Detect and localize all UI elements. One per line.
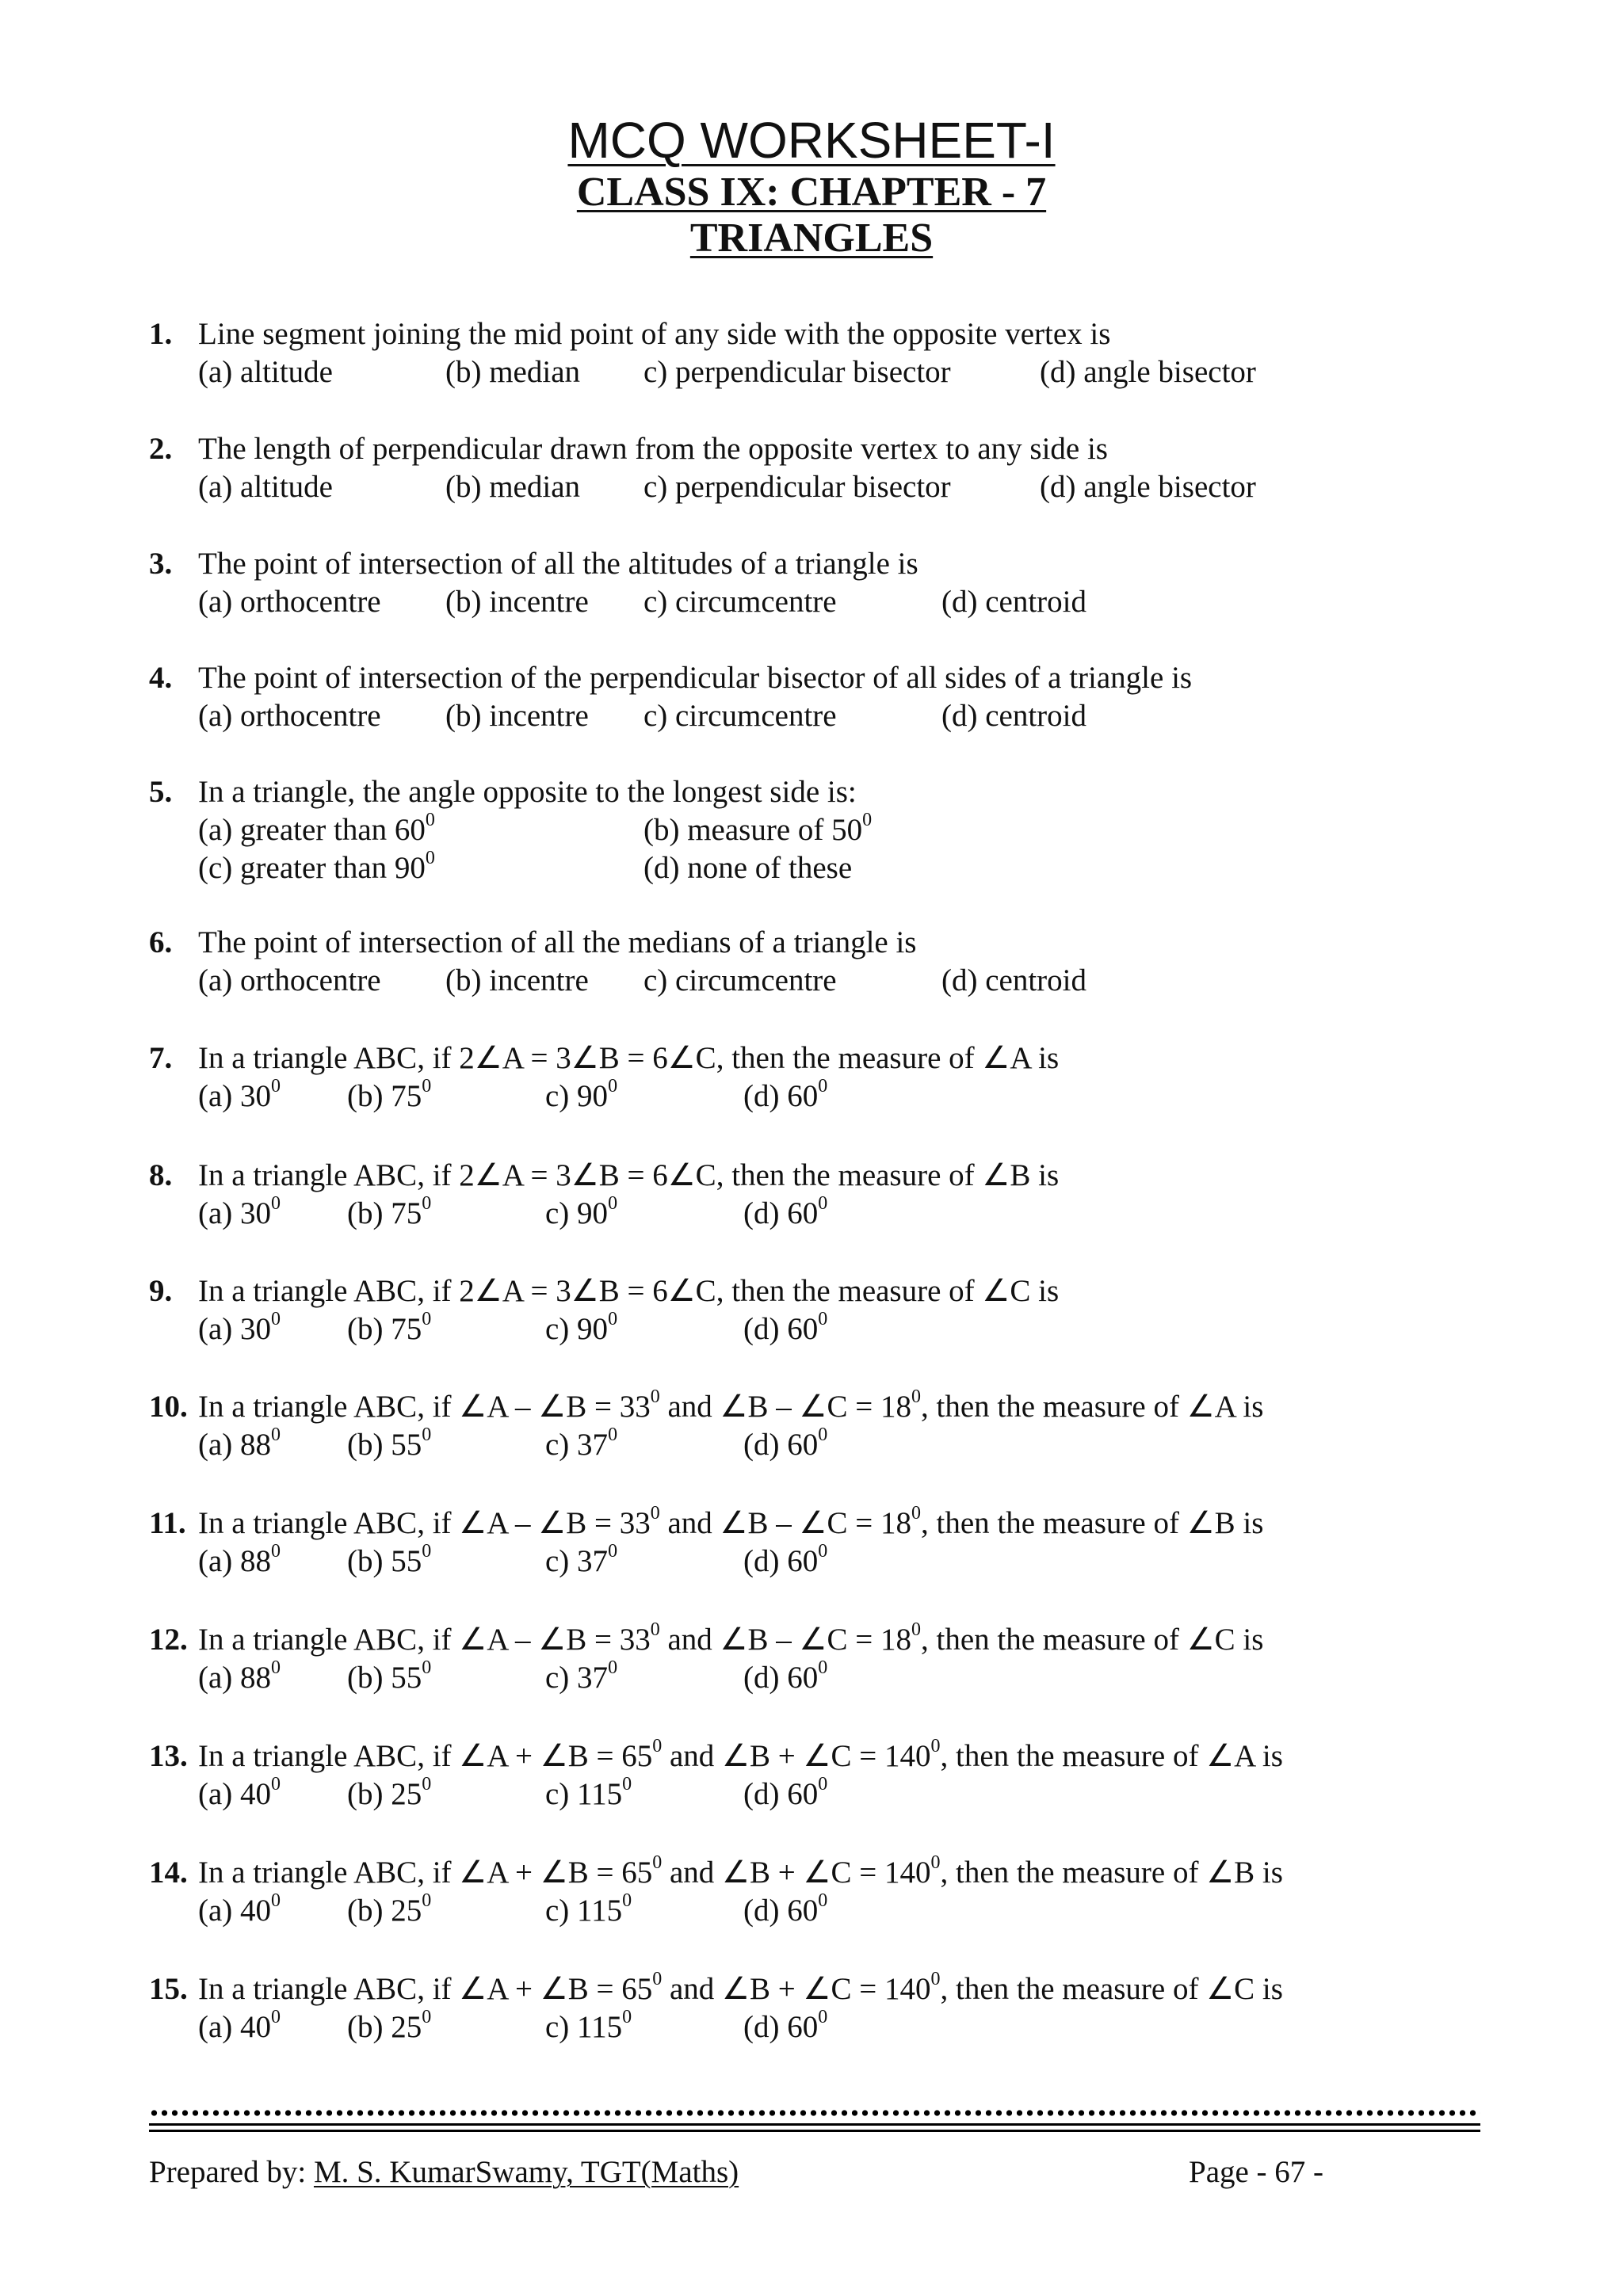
question-text: In a triangle ABC, if 2∠A = 3∠B = 6∠C, then the measure of ∠A is: [198, 1041, 1060, 1075]
question-text-part: , then the measure of ∠C is: [940, 1972, 1283, 2006]
answer-option: [347, 1543, 431, 1581]
answer-option-text: (a) 88: [198, 1428, 272, 1462]
degree-superscript: 0: [271, 2007, 281, 2027]
answer-option-text: (d) angle bisector: [1040, 470, 1256, 504]
degree-superscript: 0: [622, 2007, 632, 2027]
answer-option: [643, 962, 837, 1000]
answer-option: [198, 583, 381, 621]
answer-option: [743, 1195, 827, 1233]
answer-option: [941, 583, 1086, 621]
question-text: The point of intersection of all the altitudes of a triangle is: [198, 547, 918, 581]
answer-option-text: c) 37: [545, 1661, 609, 1695]
options-row: [198, 811, 1512, 849]
answer-option: [198, 353, 333, 391]
options-row: [198, 1659, 1512, 1697]
degree-superscript: 0: [608, 1541, 618, 1562]
question-text: [198, 1505, 1263, 1543]
question-number: 7.: [149, 1041, 173, 1075]
question-text-part: and ∠B – ∠C = 18: [659, 1390, 911, 1424]
degree-superscript: 0: [608, 1309, 618, 1329]
question-item: [149, 430, 1512, 506]
answer-option-text: c) perpendicular bisector: [643, 470, 951, 504]
topic-heading: TRIANGLES: [689, 215, 934, 261]
options-row: [198, 2008, 1512, 2046]
question-item: [149, 1157, 1512, 1233]
question-number: 3.: [149, 547, 173, 581]
question-stem: [149, 924, 1512, 962]
answer-option: [198, 2008, 281, 2046]
answer-option-text: (a) orthocentre: [198, 585, 381, 619]
question-stem: [149, 773, 1512, 811]
degree-superscript: 0: [271, 1193, 281, 1214]
degree-superscript: 0: [271, 1309, 281, 1329]
degree-superscript: 0: [422, 1193, 432, 1214]
answer-option: [347, 1892, 431, 1930]
answer-option-text: (d) 60: [743, 1196, 819, 1230]
answer-option: [743, 1775, 827, 1814]
degree-superscript: 0: [422, 1309, 432, 1329]
degree-superscript: 0: [862, 810, 873, 830]
chapter-heading: CLASS IX: CHAPTER - 7: [576, 170, 1047, 215]
degree-superscript: 0: [818, 1541, 828, 1562]
degree-superscript: 0: [652, 1736, 663, 1756]
answer-option: [941, 697, 1086, 735]
answer-option: [545, 1077, 617, 1116]
degree-superscript: 0: [930, 1852, 941, 1873]
answer-option-text: (b) 75: [347, 1312, 422, 1346]
answer-option: [198, 1659, 281, 1697]
options-row: [198, 849, 1512, 887]
degree-superscript: 0: [652, 1852, 663, 1873]
question-item: [149, 545, 1512, 621]
degree-superscript: 0: [271, 1890, 281, 1911]
question-text-part: In a triangle ABC, if ∠A + ∠B = 65: [198, 1739, 653, 1773]
answer-option: [347, 1310, 431, 1348]
answer-option: [643, 468, 951, 506]
answer-option: [198, 1310, 281, 1348]
answer-option-text: c) 115: [545, 1777, 623, 1811]
degree-superscript: 0: [930, 1969, 941, 1989]
question-text-part: In a triangle ABC, if ∠A + ∠B = 65: [198, 1855, 653, 1890]
answer-option-text: (d) 60: [743, 1544, 819, 1578]
question-stem: [149, 1039, 1512, 1077]
answer-option: [743, 2008, 827, 2046]
answer-option: [545, 1426, 617, 1464]
answer-option-text: c) perpendicular bisector: [643, 355, 951, 389]
question-item: [149, 1505, 1512, 1581]
question-item: [149, 1039, 1512, 1116]
degree-superscript: 0: [650, 1503, 660, 1524]
answer-option: [545, 1775, 632, 1814]
worksheet-title: MCQ WORKSHEET-I: [567, 112, 1056, 169]
degree-superscript: 0: [818, 1657, 828, 1678]
question-item: [149, 1970, 1512, 2046]
degree-superscript: 0: [271, 1774, 281, 1794]
answer-option-text: (b) 55: [347, 1661, 422, 1695]
question-number: 8.: [149, 1158, 173, 1192]
question-text: In a triangle ABC, if 2∠A = 3∠B = 6∠C, then the measure of ∠B is: [198, 1158, 1060, 1192]
answer-option-text: (a) 40: [198, 2010, 272, 2044]
answer-option: [198, 1543, 281, 1581]
answer-option: [198, 1195, 281, 1233]
question-text: In a triangle ABC, if 2∠A = 3∠B = 6∠C, then the measure of ∠C is: [198, 1274, 1060, 1308]
question-text: Line segment joining the mid point of any side with the opposite vertex is: [198, 317, 1111, 351]
degree-superscript: 0: [422, 2007, 432, 2027]
question-text-part: , then the measure of ∠C is: [920, 1623, 1264, 1657]
question-stem: [149, 1737, 1512, 1775]
question-text: [198, 1737, 1283, 1775]
degree-superscript: 0: [818, 2007, 828, 2027]
question-text-part: and ∠B + ∠C = 140: [662, 1855, 931, 1890]
degree-superscript: 0: [425, 848, 435, 868]
answer-option: [643, 849, 852, 887]
question-number: 1.: [149, 317, 173, 351]
answer-option-text: (b) 55: [347, 1428, 422, 1462]
question-stem: [149, 1272, 1512, 1310]
answer-option: [347, 1775, 431, 1814]
degree-superscript: 0: [608, 1193, 618, 1214]
options-row: [198, 1543, 1512, 1581]
question-number: 2.: [149, 432, 173, 466]
answer-option: [545, 1892, 632, 1930]
answer-option: [643, 583, 837, 621]
degree-superscript: 0: [818, 1193, 828, 1214]
answer-option-text: (b) 75: [347, 1079, 422, 1113]
answer-option: [198, 697, 381, 735]
question-item: [149, 1737, 1512, 1814]
answer-option-text: c) 37: [545, 1428, 609, 1462]
answer-option-text: (a) 30: [198, 1079, 272, 1113]
question-number: 5.: [149, 775, 173, 809]
answer-option-text: (d) 60: [743, 1312, 819, 1346]
answer-option: [445, 468, 580, 506]
answer-option-text: (a) 30: [198, 1196, 272, 1230]
options-row: [198, 1775, 1512, 1814]
degree-superscript: 0: [422, 1890, 432, 1911]
degree-superscript: 0: [425, 810, 435, 830]
answer-option: [198, 1077, 281, 1116]
answer-option-text: (b) 25: [347, 1777, 422, 1811]
prepared-label: Prepared by:: [149, 2155, 307, 2189]
answer-option: [545, 1195, 617, 1233]
question-number: 13.: [149, 1739, 188, 1773]
answer-option-text: (b) 25: [347, 1894, 422, 1928]
answer-option-text: (a) 30: [198, 1312, 272, 1346]
answer-option: [198, 468, 333, 506]
answer-option: [643, 697, 837, 735]
question-number: 12.: [149, 1623, 188, 1657]
question-text-part: In a triangle ABC, if ∠A + ∠B = 65: [198, 1972, 653, 2006]
author-name: M. S. KumarSwamy, TGT(Maths): [313, 2155, 739, 2189]
answer-option: [198, 811, 435, 849]
question-number: 6.: [149, 925, 173, 959]
degree-superscript: 0: [271, 1541, 281, 1562]
answer-option-text: c) circumcentre: [643, 963, 837, 997]
answer-option: [643, 811, 872, 849]
question-stem: [149, 1157, 1512, 1195]
options-row: [198, 583, 1512, 621]
degree-superscript: 0: [911, 1386, 921, 1407]
degree-superscript: 0: [622, 1890, 632, 1911]
question-number: 15.: [149, 1972, 188, 2006]
degree-superscript: 0: [818, 1309, 828, 1329]
answer-option-text: (a) altitude: [198, 355, 333, 389]
answer-option-text: (a) 40: [198, 1777, 272, 1811]
question-text-part: In a triangle ABC, if ∠A – ∠B = 33: [198, 1623, 651, 1657]
options-row: [198, 468, 1512, 506]
degree-superscript: 0: [650, 1386, 660, 1407]
question-item: [149, 659, 1512, 735]
answer-option-text: (b) incentre: [445, 585, 589, 619]
answer-option-text: (a) 88: [198, 1544, 272, 1578]
degree-superscript: 0: [818, 1425, 828, 1445]
question-stem: [149, 315, 1512, 353]
answer-option: [1040, 468, 1256, 506]
divider-line: [149, 2130, 1480, 2132]
degree-superscript: 0: [818, 1076, 828, 1097]
question-item: [149, 1272, 1512, 1348]
degree-superscript: 0: [422, 1774, 432, 1794]
answer-option-text: (a) 88: [198, 1661, 272, 1695]
degree-superscript: 0: [818, 1774, 828, 1794]
question-text-part: , then the measure of ∠B is: [920, 1506, 1264, 1540]
question-item: [149, 1854, 1512, 1930]
answer-option: [347, 1077, 431, 1116]
answer-option: [347, 1426, 431, 1464]
question-text: The point of intersection of all the medians of a triangle is: [198, 925, 917, 959]
degree-superscript: 0: [422, 1541, 432, 1562]
question-text: The length of perpendicular drawn from the opposite vertex to any side is: [198, 432, 1108, 466]
degree-superscript: 0: [422, 1657, 432, 1678]
answer-option: [941, 962, 1086, 1000]
answer-option: [545, 1659, 617, 1697]
prepared-by: [149, 2153, 739, 2191]
answer-option-text: (b) incentre: [445, 699, 589, 733]
answer-option-text: (a) orthocentre: [198, 963, 381, 997]
answer-option-text: c) circumcentre: [643, 699, 837, 733]
answer-option: [743, 1310, 827, 1348]
question-text-part: , then the measure of ∠B is: [940, 1855, 1283, 1890]
question-text: The point of intersection of the perpendicular bisector of all sides of a triangle is: [198, 661, 1193, 695]
answer-option-text: c) 90: [545, 1079, 609, 1113]
degree-superscript: 0: [911, 1619, 921, 1640]
answer-option-text: (a) greater than 60: [198, 813, 426, 847]
options-row: [198, 1892, 1512, 1930]
dotted-divider: [149, 2109, 1480, 2117]
answer-option-text: (b) 25: [347, 2010, 422, 2044]
answer-option: [545, 1310, 617, 1348]
question-number: 14.: [149, 1855, 188, 1890]
answer-option-text: (d) angle bisector: [1040, 355, 1256, 389]
question-text-part: and ∠B – ∠C = 18: [659, 1623, 911, 1657]
answer-option-text: (b) 55: [347, 1544, 422, 1578]
question-text-part: , then the measure of ∠A is: [920, 1390, 1264, 1424]
answer-option-text: (b) 75: [347, 1196, 422, 1230]
question-text: [198, 1388, 1263, 1426]
question-stem: [149, 1505, 1512, 1543]
answer-option-text: (d) centroid: [941, 585, 1087, 619]
options-row: [198, 962, 1512, 1000]
answer-option-text: (d) centroid: [941, 699, 1087, 733]
options-row: [198, 1310, 1512, 1348]
answer-option: [347, 1195, 431, 1233]
question-text-part: In a triangle ABC, if ∠A – ∠B = 33: [198, 1506, 651, 1540]
question-stem: [149, 1854, 1512, 1892]
question-text-part: and ∠B + ∠C = 140: [662, 1739, 931, 1773]
answer-option: [198, 1426, 281, 1464]
answer-option: [445, 353, 580, 391]
options-row: [198, 353, 1512, 391]
answer-option: [445, 583, 589, 621]
answer-option: [545, 1543, 617, 1581]
answer-option-text: (d) none of these: [643, 851, 853, 885]
answer-option: [545, 2008, 632, 2046]
answer-option-text: (a) 40: [198, 1894, 272, 1928]
degree-superscript: 0: [422, 1076, 432, 1097]
question-stem: [149, 659, 1512, 697]
answer-option: [347, 1659, 431, 1697]
question-number: 10.: [149, 1390, 188, 1424]
answer-option-text: (d) 60: [743, 1079, 819, 1113]
answer-option: [198, 1892, 281, 1930]
question-text-part: and ∠B + ∠C = 140: [662, 1972, 931, 2006]
question-item: [149, 924, 1512, 1000]
degree-superscript: 0: [608, 1076, 618, 1097]
question-stem: [149, 1970, 1512, 2008]
degree-superscript: 0: [271, 1657, 281, 1678]
question-item: [149, 1621, 1512, 1697]
question-text: [198, 1621, 1263, 1659]
answer-option-text: (c) greater than 90: [198, 851, 426, 885]
answer-option-text: (d) 60: [743, 1894, 819, 1928]
answer-option-text: (a) altitude: [198, 470, 333, 504]
answer-option: [743, 1077, 827, 1116]
answer-option: [198, 962, 381, 1000]
answer-option-text: c) 90: [545, 1196, 609, 1230]
answer-option-text: c) 90: [545, 1312, 609, 1346]
answer-option: [347, 2008, 431, 2046]
answer-option-text: (b) measure of 50: [643, 813, 863, 847]
answer-option: [198, 1775, 281, 1814]
answer-option-text: c) 37: [545, 1544, 609, 1578]
degree-superscript: 0: [608, 1657, 618, 1678]
question-number: 9.: [149, 1274, 173, 1308]
question-item: [149, 1388, 1512, 1464]
divider-line: [149, 2123, 1480, 2126]
degree-superscript: 0: [271, 1076, 281, 1097]
options-row: [198, 1426, 1512, 1464]
question-text-part: , then the measure of ∠A is: [940, 1739, 1283, 1773]
question-item: [149, 773, 1512, 887]
degree-superscript: 0: [608, 1425, 618, 1445]
degree-superscript: 0: [650, 1619, 660, 1640]
question-text: [198, 1970, 1283, 2008]
answer-option: [1040, 353, 1256, 391]
question-item: [149, 315, 1512, 391]
question-number: 11.: [149, 1506, 186, 1540]
answer-option: [743, 1426, 827, 1464]
answer-option-text: (a) orthocentre: [198, 699, 381, 733]
degree-superscript: 0: [930, 1736, 941, 1756]
answer-option: [643, 353, 951, 391]
answer-option-text: c) 115: [545, 1894, 623, 1928]
answer-option-text: c) circumcentre: [643, 585, 837, 619]
answer-option-text: (b) incentre: [445, 963, 589, 997]
answer-option-text: (b) median: [445, 470, 581, 504]
question-stem: [149, 1621, 1512, 1659]
page-number: Page - 67 -: [1189, 2155, 1324, 2189]
answer-option-text: (d) centroid: [941, 963, 1087, 997]
answer-option-text: (d) 60: [743, 1661, 819, 1695]
degree-superscript: 0: [271, 1425, 281, 1445]
question-stem: [149, 545, 1512, 583]
answer-option-text: (d) 60: [743, 1428, 819, 1462]
question-text-part: and ∠B – ∠C = 18: [659, 1506, 911, 1540]
answer-option-text: (d) 60: [743, 2010, 819, 2044]
answer-option: [743, 1543, 827, 1581]
question-text-part: In a triangle ABC, if ∠A – ∠B = 33: [198, 1390, 651, 1424]
answer-option: [743, 1659, 827, 1697]
question-stem: [149, 430, 1512, 468]
question-text: [198, 1854, 1283, 1892]
answer-option-text: c) 115: [545, 2010, 623, 2044]
degree-superscript: 0: [652, 1969, 663, 1989]
degree-superscript: 0: [911, 1503, 921, 1524]
options-row: [198, 1077, 1512, 1116]
question-text: In a triangle, the angle opposite to the longest side is:: [198, 775, 857, 809]
answer-option-text: (d) 60: [743, 1777, 819, 1811]
answer-option: [445, 697, 589, 735]
answer-option: [445, 962, 589, 1000]
question-number: 4.: [149, 661, 173, 695]
options-row: [198, 697, 1512, 735]
options-row: [198, 1195, 1512, 1233]
degree-superscript: 0: [818, 1890, 828, 1911]
question-stem: [149, 1388, 1512, 1426]
degree-superscript: 0: [422, 1425, 432, 1445]
degree-superscript: 0: [622, 1774, 632, 1794]
answer-option: [198, 849, 435, 887]
answer-option: [743, 1892, 827, 1930]
answer-option-text: (b) median: [445, 355, 581, 389]
